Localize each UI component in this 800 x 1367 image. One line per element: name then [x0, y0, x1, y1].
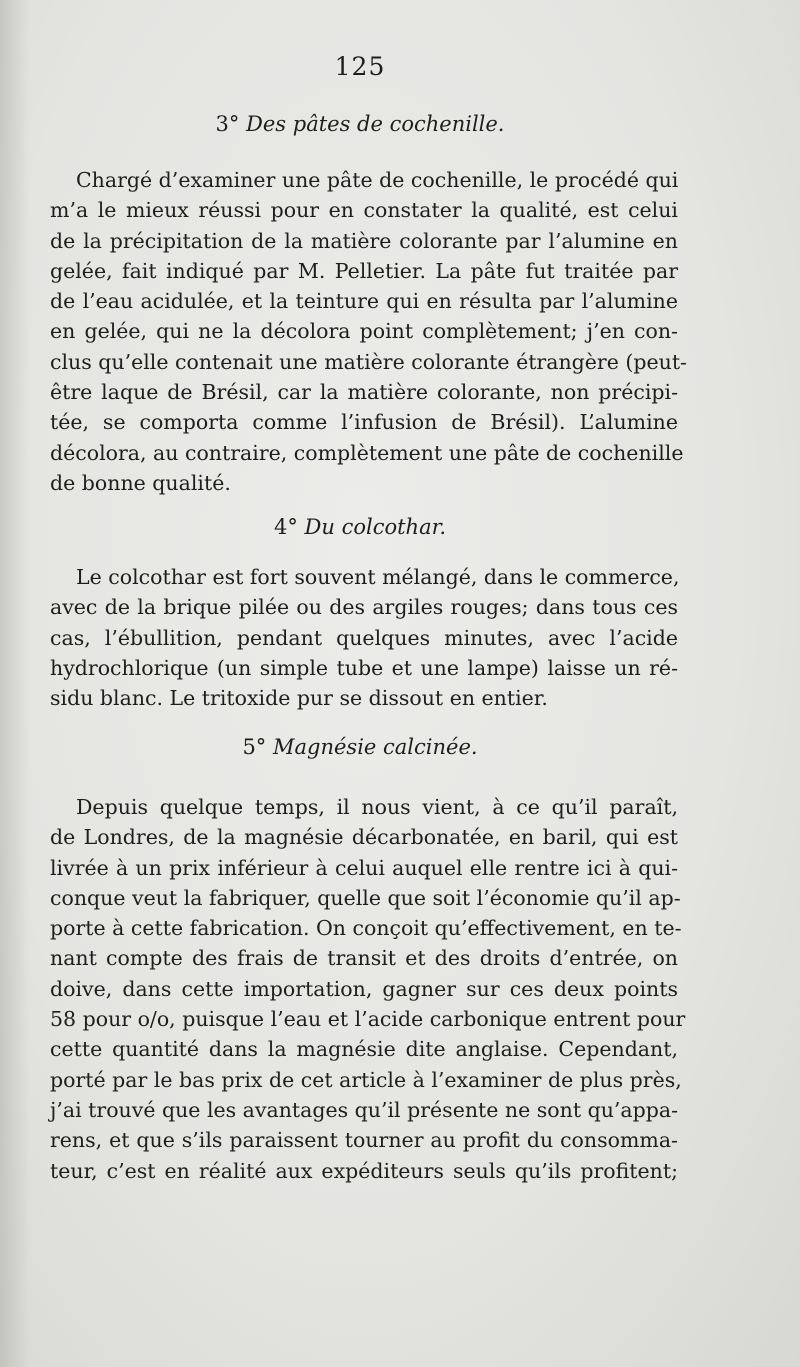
section-title: Du colcothar.: [304, 515, 446, 539]
text-line: de bonne qualité.: [50, 470, 231, 495]
section-heading-4: [0, 515, 720, 539]
text-line: nant compte des frais de transit et des droits d’entrée, on: [50, 946, 678, 971]
text-line: porte à cette fabrication. On conçoit qu’effectivement, en te-: [50, 916, 682, 941]
text-line: 58 pour o/o, puisque l’eau et l’acide carbonique entrent pour: [50, 1007, 686, 1032]
text-line: clus qu’elle contenait une matière colorante étrangère (peut-: [50, 349, 687, 374]
text-line: être laque de Brésil, car la matière colorante, non précipi-: [50, 380, 678, 405]
paragraph-colcothar: [50, 562, 678, 713]
text-line: de la précipitation de la matière colorante par l’alumine en: [50, 228, 678, 253]
section-heading-3: [0, 112, 720, 136]
page-number: 125: [334, 52, 386, 81]
section-heading-5: [0, 735, 720, 759]
section-number: 4°: [273, 515, 298, 539]
text-line: porté par le bas prix de cet article à l’examiner de plus près,: [50, 1067, 682, 1092]
section-title: Magnésie calcinée.: [273, 735, 478, 759]
section-number: 5°: [242, 735, 267, 759]
text-line: avec de la brique pilée ou des argiles rouges; dans tous ces: [50, 595, 678, 620]
text-line: cette quantité dans la magnésie dite anglaise. Cependant,: [50, 1037, 678, 1062]
text-line: tée, se comporta comme l’infusion de Brésil). L’alumine: [50, 410, 678, 435]
text-line: sidu blanc. Le tritoxide pur se dissout en entier.: [50, 686, 548, 711]
text-line: livrée à un prix inférieur à celui auquel elle rentre ici à qui-: [50, 855, 678, 880]
paragraph-magnesie: [50, 792, 686, 1186]
text-line: décolora, au contraire, complètement une pâte de cochenille: [50, 440, 684, 465]
text-line: rens, et que s’ils paraissent tourner au profit du consomma-: [50, 1128, 678, 1153]
text-line: en gelée, qui ne la décolora point complètement; j’en con-: [50, 319, 678, 344]
section-number: 3°: [215, 112, 240, 136]
text-line: Depuis quelque temps, il nous vient, à ce qu’il paraît,: [76, 795, 678, 819]
text-line: Chargé d’examiner une pâte de cochenille, le procédé qui: [76, 168, 679, 192]
text-line: cas, l’ébullition, pendant quelques minutes, avec l’acide: [50, 625, 678, 650]
section-title: Des pâtes de cochenille.: [246, 112, 505, 136]
text-line: Le colcothar est fort souvent mélangé, dans le commerce,: [76, 565, 680, 589]
text-line: de Londres, de la magnésie décarbonatée, en baril, qui est: [50, 825, 678, 850]
text-line: m’a le mieux réussi pour en constater la qualité, est celui: [50, 198, 678, 223]
text-line: teur, c’est en réalité aux expéditeurs seuls qu’ils profitent;: [50, 1158, 678, 1183]
page-gutter-shadow: [0, 0, 30, 1367]
text-line: gelée, fait indiqué par M. Pelletier. La pâte fut traitée par: [50, 258, 678, 283]
text-line: conque veut la fabriquer, quelle que soit l’économie qu’il ap-: [50, 885, 681, 910]
text-line: de l’eau acidulée, et la teinture qui en résulta par l’alumine: [50, 289, 678, 314]
paragraph-cochenille: [50, 165, 687, 498]
text-line: doive, dans cette importation, gagner sur ces deux points: [50, 976, 678, 1001]
text-line: hydrochlorique (un simple tube et une lampe) laisse un ré-: [50, 655, 678, 680]
text-line: j’ai trouvé que les avantages qu’il présente ne sont qu’appa-: [50, 1097, 679, 1122]
